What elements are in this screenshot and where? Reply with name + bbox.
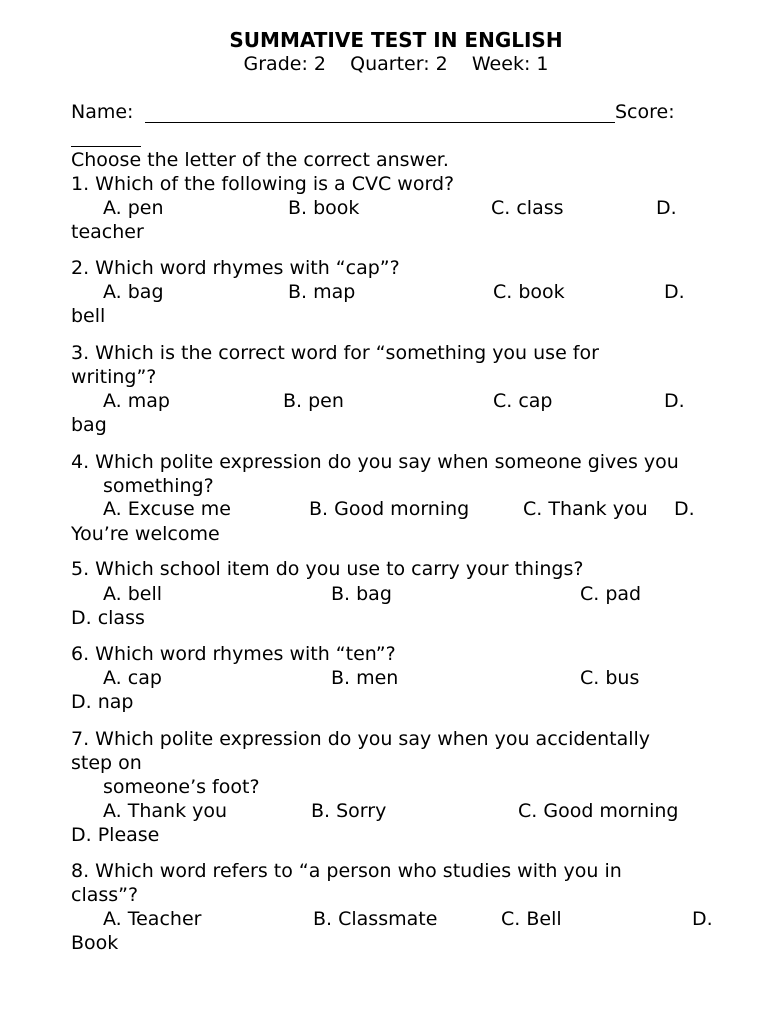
- choice-c: C. Thank you: [523, 498, 648, 520]
- question-text: 2. Which word rhymes with “cap”?: [71, 257, 400, 279]
- choice-c: C. Bell: [501, 908, 562, 930]
- choice-d-text: teacher: [71, 221, 144, 243]
- choice-a: A. cap: [103, 667, 162, 689]
- choice-d: D. nap: [71, 691, 134, 713]
- instructions: Choose the letter of the correct answer.: [71, 149, 449, 171]
- choice-b: B. Good morning: [309, 498, 470, 520]
- question-text: 4. Which polite expression do you say when someone gives you: [71, 451, 679, 473]
- choice-b: B. bag: [331, 583, 392, 605]
- choice-d: D.: [674, 498, 695, 520]
- choice-a: A. map: [103, 390, 170, 412]
- grade-quarter-week: Grade: 2 Quarter: 2 Week: 1: [243, 53, 549, 75]
- choice-b: B. map: [288, 281, 356, 303]
- choice-b: B. Sorry: [311, 800, 387, 822]
- choice-b: B. Classmate: [313, 908, 438, 930]
- choice-c: C. bus: [580, 667, 640, 689]
- question-text: 5. Which school item do you use to carry your things?: [71, 558, 584, 580]
- choice-d-text: bag: [71, 414, 107, 436]
- question-text: 3. Which is the correct word for “something you use for: [71, 342, 599, 364]
- score-blank-line: [71, 146, 141, 147]
- choice-a: A. Excuse me: [103, 498, 231, 520]
- name-label: Name:: [71, 101, 134, 123]
- score-label: Score:: [615, 101, 675, 123]
- choice-b: B. men: [331, 667, 399, 689]
- question-text: 7. Which polite expression do you say when you accidentally: [71, 728, 651, 750]
- name-blank-line: [145, 122, 615, 123]
- choice-a: A. Teacher: [103, 908, 202, 930]
- choice-c: C. cap: [493, 390, 553, 412]
- question-text-cont: someone’s foot?: [103, 776, 260, 798]
- choice-c: C. book: [493, 281, 565, 303]
- question-text-cont: class”?: [71, 884, 139, 906]
- choice-d-text: Book: [71, 932, 119, 954]
- choice-d-text: You’re welcome: [71, 523, 220, 545]
- choice-a: A. bell: [103, 583, 163, 605]
- page-title: SUMMATIVE TEST IN ENGLISH: [229, 28, 563, 52]
- question-text-cont: writing”?: [71, 366, 157, 388]
- choice-d: D.: [692, 908, 713, 930]
- choice-b: B. pen: [283, 390, 344, 412]
- choice-c: C. class: [491, 197, 564, 219]
- question-text: 1. Which of the following is a CVC word?: [71, 173, 455, 195]
- choice-b: B. book: [288, 197, 360, 219]
- question-text: 6. Which word rhymes with “ten”?: [71, 643, 396, 665]
- choice-a: A. pen: [103, 197, 164, 219]
- choice-d: D.: [656, 197, 677, 219]
- question-text-cont: something?: [103, 475, 214, 497]
- choice-d: D.: [664, 390, 685, 412]
- question-text-cont: step on: [71, 752, 142, 774]
- question-text: 8. Which word refers to “a person who studies with you in: [71, 860, 622, 882]
- choice-c: C. pad: [580, 583, 642, 605]
- choice-d: D.: [664, 281, 685, 303]
- choice-d: D. Please: [71, 824, 160, 846]
- choice-a: A. Thank you: [103, 800, 228, 822]
- choice-d-text: bell: [71, 305, 106, 327]
- choice-c: C. Good morning: [518, 800, 679, 822]
- choice-d: D. class: [71, 607, 145, 629]
- choice-a: A. bag: [103, 281, 164, 303]
